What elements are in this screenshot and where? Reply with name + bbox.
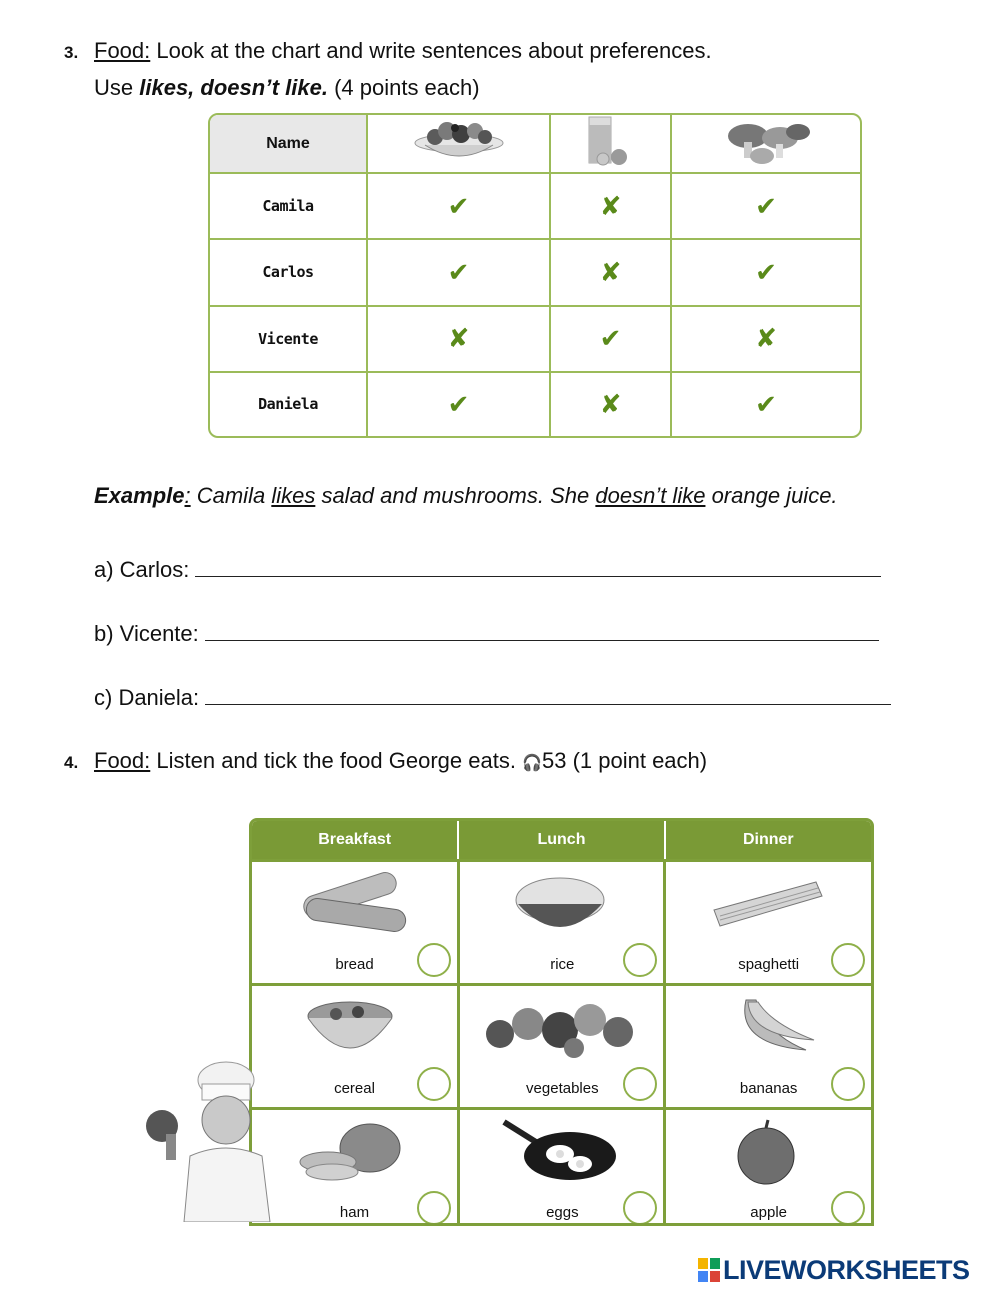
food-cell [458, 861, 664, 985]
question-4-instruction [94, 748, 707, 777]
question-3-points: (4 points each) [327, 75, 480, 100]
answer-line-vicente [94, 620, 879, 647]
example-part-1: Camila [190, 483, 272, 508]
question-4-text: Listen and tick the food George eats. [150, 748, 523, 773]
food-cell [665, 1109, 871, 1227]
bread-icon [292, 870, 412, 938]
vegetables-icon [478, 994, 648, 1062]
preferences-row [210, 372, 860, 436]
apple-icon [706, 1118, 826, 1186]
answer-line-carlos [94, 556, 881, 583]
food-label: ham [339, 1204, 370, 1221]
preferences-row [210, 239, 860, 305]
food-label: cereal [334, 1080, 375, 1097]
food-cell [252, 861, 458, 985]
orange-juice-icon [581, 115, 641, 167]
preference-cell [367, 239, 550, 305]
tick-circle-cereal[interactable] [417, 1067, 451, 1101]
food-grid-header [252, 821, 871, 861]
headphones-icon: 🎧 [522, 755, 542, 772]
orange-juice-header [550, 115, 671, 173]
use-words: likes, doesn’t like. [139, 75, 328, 100]
spaghetti-icon [706, 870, 826, 938]
audio-track-number: 53 [541, 748, 567, 773]
food-cell [665, 985, 871, 1109]
preference-cell [671, 173, 860, 239]
question-3-number: 3. [64, 43, 79, 62]
food-label: bread [335, 956, 374, 973]
food-label: vegetables [526, 1080, 599, 1097]
preference-cell [671, 306, 860, 372]
tick-circle-eggs[interactable] [623, 1191, 657, 1225]
use-prefix: Use [94, 75, 140, 100]
logo-text: LIVEWORKSHEETS [723, 1255, 970, 1285]
preference-mark: ✔ [447, 256, 470, 287]
answer-label: c) Daniela: [94, 685, 206, 710]
rice-icon [500, 870, 620, 938]
ham-icon [292, 1118, 412, 1186]
food-cell [458, 1109, 664, 1227]
bananas-icon [706, 994, 826, 1062]
person-name: Carlos [210, 239, 367, 305]
preference-cell [367, 173, 550, 239]
answer-blank[interactable] [195, 556, 881, 577]
preference-mark: ✔ [755, 388, 777, 419]
preference-mark: ✔ [755, 256, 777, 287]
preference-cell [550, 306, 671, 372]
food-label: bananas [739, 1080, 798, 1097]
name-header: Name [210, 115, 367, 173]
answer-label: b) Vicente: [94, 621, 205, 646]
liveworksheets-logo [698, 1255, 970, 1286]
food-label: rice [550, 956, 575, 973]
example-colon: : [184, 483, 191, 508]
preference-cell [671, 239, 860, 305]
preference-mark: ✔ [447, 388, 470, 419]
example-sentence [94, 483, 838, 509]
example-label: Example [94, 483, 185, 508]
question-4-number: 4. [64, 753, 79, 772]
tick-circle-bread[interactable] [417, 943, 451, 977]
preference-cell [671, 372, 860, 436]
cereal-icon [292, 994, 412, 1062]
preference-cell [367, 372, 550, 436]
question-4-topic: Food: [94, 748, 151, 773]
answer-line-daniela [94, 684, 891, 711]
answer-blank[interactable] [205, 684, 891, 705]
chef-boy-illustration [140, 1060, 280, 1222]
person-name: Camila [210, 173, 367, 239]
preference-cell [550, 239, 671, 305]
preference-cell [550, 372, 671, 436]
food-row [252, 985, 871, 1109]
preference-mark: ✔ [599, 323, 622, 354]
food-label: eggs [546, 1204, 579, 1221]
food-cell [458, 985, 664, 1109]
preference-mark: ✘ [755, 323, 777, 354]
preferences-row [210, 306, 860, 372]
preferences-header-row [210, 115, 860, 173]
answer-blank[interactable] [205, 620, 879, 641]
preference-mark: ✘ [599, 190, 622, 221]
tick-circle-spaghetti[interactable] [831, 943, 865, 977]
food-grid [249, 818, 874, 1226]
column-breakfast: Breakfast [252, 821, 458, 861]
tick-circle-apple[interactable] [831, 1191, 865, 1225]
person-name: Vicente [210, 306, 367, 372]
question-3-topic: Food: [94, 38, 151, 63]
column-lunch: Lunch [458, 821, 664, 861]
preference-mark: ✔ [755, 190, 777, 221]
logo-icon [698, 1258, 720, 1282]
tick-circle-vegetables[interactable] [623, 1067, 657, 1101]
tick-circle-rice[interactable] [623, 943, 657, 977]
person-name: Daniela [210, 372, 367, 436]
preference-cell [550, 173, 671, 239]
food-cell [252, 985, 458, 1109]
question-3-instruction [94, 38, 712, 64]
food-row [252, 1109, 871, 1227]
example-part-3: orange juice. [705, 483, 838, 508]
tick-circle-ham[interactable] [417, 1191, 451, 1225]
question-3-text: Look at the chart and write sentences about preferences. [150, 38, 712, 63]
preference-mark: ✘ [447, 323, 470, 354]
preference-cell [367, 306, 550, 372]
preference-mark: ✘ [599, 388, 622, 419]
preference-mark: ✔ [447, 190, 470, 221]
example-likes: likes [271, 483, 316, 508]
answer-label: a) Carlos: [94, 557, 196, 582]
preference-mark: ✘ [599, 256, 622, 287]
preferences-row [210, 173, 860, 239]
food-cell [665, 861, 871, 985]
column-dinner: Dinner [665, 821, 871, 861]
example-doesnt-like: doesn’t like [595, 483, 706, 508]
question-3-use-line [94, 75, 480, 101]
food-cell [252, 1109, 458, 1227]
preferences-table [208, 113, 862, 438]
question-4-points: (1 point each) [566, 748, 708, 773]
tick-circle-bananas[interactable] [831, 1067, 865, 1101]
food-row [252, 861, 871, 985]
mushrooms-header [671, 115, 860, 173]
mushrooms-icon [718, 116, 814, 166]
food-label: spaghetti [738, 956, 800, 973]
food-label: apple [750, 1204, 787, 1221]
salad-icon [413, 117, 505, 165]
eggs-icon [500, 1118, 620, 1186]
example-part-2: salad and mushrooms. She [315, 483, 596, 508]
salad-header [367, 115, 550, 173]
